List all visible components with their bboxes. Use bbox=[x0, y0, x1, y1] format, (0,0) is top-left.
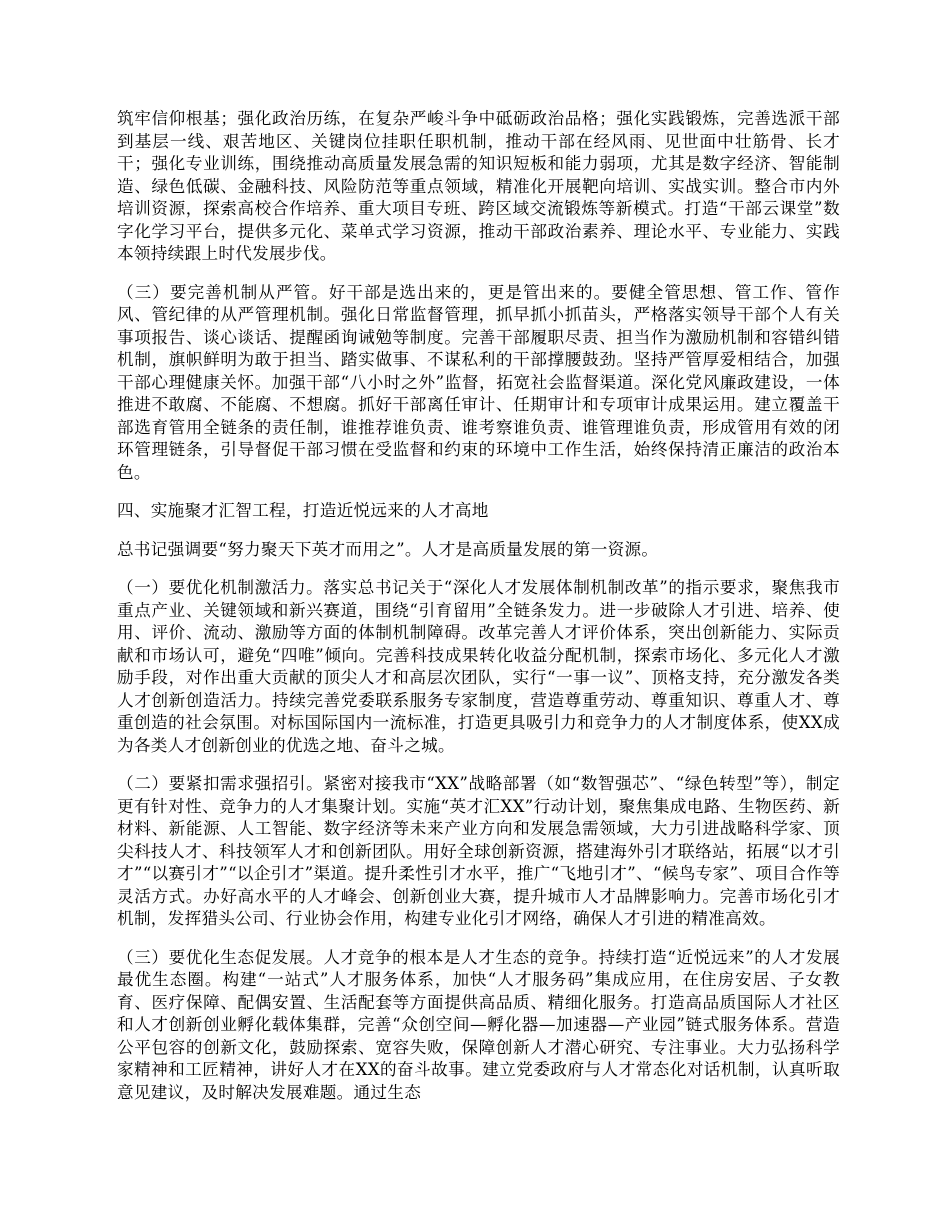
section-heading-talent: 四、实施聚才汇智工程，打造近悦远来的人才高地 bbox=[117, 501, 489, 520]
paragraph-mechanism-vitality: （一）要优化机制激活力。落实总书记关于“深化人才发展体制机制改革”的指示要求，聚焦我市重点产业、关键领域和新兴赛道，围绕“引育留用”全链条发力。进一步破除人才引进、培养、使用、评价、流动、激励等方面的体制机制障碍。改革完善人才评价体系，突出创新能力、实际贡献和市场认可，避免“四唯”倾向。完善科技成果转化收益分配机制，探索市场化、多元化人才激励手段，对作出重大贡献的顶尖人才和高层次团队，实行“一事一议”、顶格支持，充分激发各类人才创新创造活力。持续完善党委联系服务专家制度，营造尊重劳动、尊重知识、尊重人才、尊重创造的社会氛围。对标国际国内一流标准，打造更具吸引力和竞争力的人才制度体系，使XX成为各类人才创新创业的优选之地、奋斗之城。 bbox=[117, 578, 840, 755]
paragraph-talent-recruitment: （二）要紧扣需求强招引。紧密对接我市“XX”战略部署（如“数智强芯”、“绿色转型”等），制定更有针对性、竞争力的人才集聚计划。实施“英才汇XX”行动计划，聚焦集成电路、生物医药、新材料、新能源、人工智能、数字经济等未来产业方向和发展急需领域，大力引进战略科学家、顶尖科技人才、科技领军人才和创新团队。用好全球创新资源，搭建海外引才联络站，拓展“以才引才”“以赛引才”“以企引才”渠道。提升柔性引才水平，推广“飞地引才”、“候鸟专家”、项目合作等灵活方式。办好高水平的人才峰会、创新创业大赛，提升城市人才品牌影响力。完善市场化引才机制，发挥猎头公司、行业协会作用，构建专业化引才网络，确保人才引进的精准高效。 bbox=[117, 774, 840, 928]
paragraph-talent-intro: 总书记强调要“努力聚天下英才而用之”。人才是高质量发展的第一资源。 bbox=[117, 539, 659, 559]
document-body bbox=[117, 108, 840, 1120]
paragraph-talent-ecosystem: （三）要优化生态促发展。人才竞争的根本是人才生态的竞争。持续打造“近悦远来”的人才发展最优生态圈。构建“一站式”人才服务体系，加快“人才服务码”集成应用，在住房安居、子女教育、医疗保障、配偶安置、生活配套等方面提供高品质、精细化服务。打造高品质国际人才社区和人才创新创业孵化载体集群，完善“众创空间—孵化器—加速器—产业园”链式服务体系。营造公平包容的创新文化，鼓励探索、宽容失败，保障创新人才潜心研究、专注事业。大力弘扬科学家精神和工匠精神，讲好人才在XX的奋斗故事。建立党委政府与人才常态化对话机制，认真听取意见建议，及时解决发展难题。通过生态 bbox=[117, 947, 840, 1102]
paragraph-cadre-training: 筑牢信仰根基；强化政治历练，在复杂严峻斗争中砥砺政治品格；强化实践锻炼，完善选派干部到基层一线、艰苦地区、关键岗位挂职任职机制，推动干部在经风雨、见世面中壮筋骨、长才干；强化专业训练，围绕推动高质量发展急需的知识短板和能力弱项，尤其是数字经济、智能制造、绿色低碳、金融科技、风险防范等重点领域，精准化开展靶向培训、实战实训。整合市内外培训资源，探索高校合作培养、重大项目专班、跨区域交流锻炼等新模式。打造“干部云课堂”数字化学习平台，提供多元化、菜单式学习资源，推动干部政治素养、理论水平、专业能力、实践本领持续跟上时代发展步伐。 bbox=[117, 109, 840, 263]
paragraph-strict-management: （三）要完善机制从严管。好干部是选出来的，更是管出来的。要健全管思想、管工作、管作风、管纪律的从严管理机制。强化日常监督管理，抓早抓小抓苗头，严格落实领导干部个人有关事项报告、谈心谈话、提醒函询诫勉等制度。完善干部履职尽责、担当作为激励机制和容错纠错机制，旗帜鲜明为敢于担当、踏实做事、不谋私利的干部撑腰鼓劲。坚持严管厚爱相结合，加强干部心理健康关怀。加强干部“八小时之外”监督，拓宽社会监督渠道。深化党风廉政建设，一体推进不敢腐、不能腐、不想腐。抓好干部离任审计、任期审计和专项审计成果运用。建立覆盖干部选育管用全链条的责任制，谁推荐谁负责、谁考察谁负责、谁管理谁负责，形成管用有效的闭环管理链条，引导督促干部习惯在受监督和约束的环境中工作生活，始终保持清正廉洁的政治本色。 bbox=[117, 282, 840, 482]
